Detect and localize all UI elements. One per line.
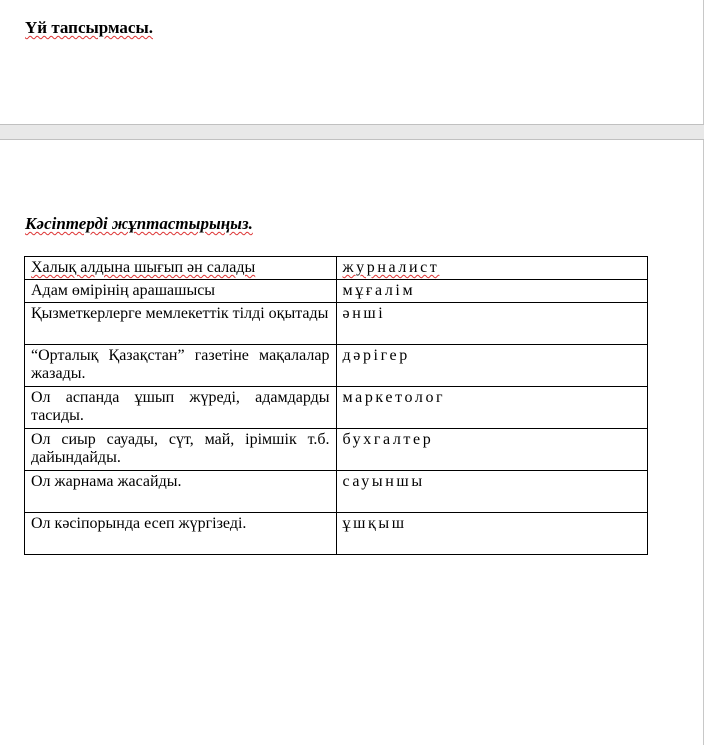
table-row [25,387,648,429]
table-row [25,513,648,555]
profession-cell: маркетолог [336,387,648,429]
table-row [25,303,648,345]
table-row [25,429,648,471]
page-top [0,0,704,124]
table-row [25,471,648,513]
description-cell: Ол жарнама жасайды. [25,471,337,513]
description-cell: Ол аспанда ұшып жүреді, адамдарды тасиды. [25,387,337,429]
profession-cell: бухгалтер [336,429,648,471]
profession-cell: мұғалім [336,280,648,303]
table-row [25,257,648,280]
description-cell: Ол сиыр сауады, сүт, май, ірімшік т.б. дайындайды. [25,429,337,471]
matching-table [24,256,648,555]
table-row [25,280,648,303]
profession-cell: ұшқыш [336,513,648,555]
page-break-gap [0,124,704,140]
homework-title: Үй тапсырмасы. [25,18,153,37]
profession-cell: журналист [336,257,648,280]
description-cell: Ол кәсіпорында есеп жүргізеді. [25,513,337,555]
description-cell: “Орталық Қазақстан” газетіне мақалалар жазады. [25,345,337,387]
profession-cell: әнші [336,303,648,345]
profession-cell: дәрігер [336,345,648,387]
description-cell: Адам өмірінің арашашысы [25,280,337,303]
task-title: Кәсіптерді жұптастырыңыз. [25,214,253,233]
table-row [25,345,648,387]
description-cell: Халық алдына шығып ән салады [25,257,337,280]
profession-cell: сауыншы [336,471,648,513]
description-cell: Қызметкерлерге мемлекеттік тілді оқытады [25,303,337,345]
